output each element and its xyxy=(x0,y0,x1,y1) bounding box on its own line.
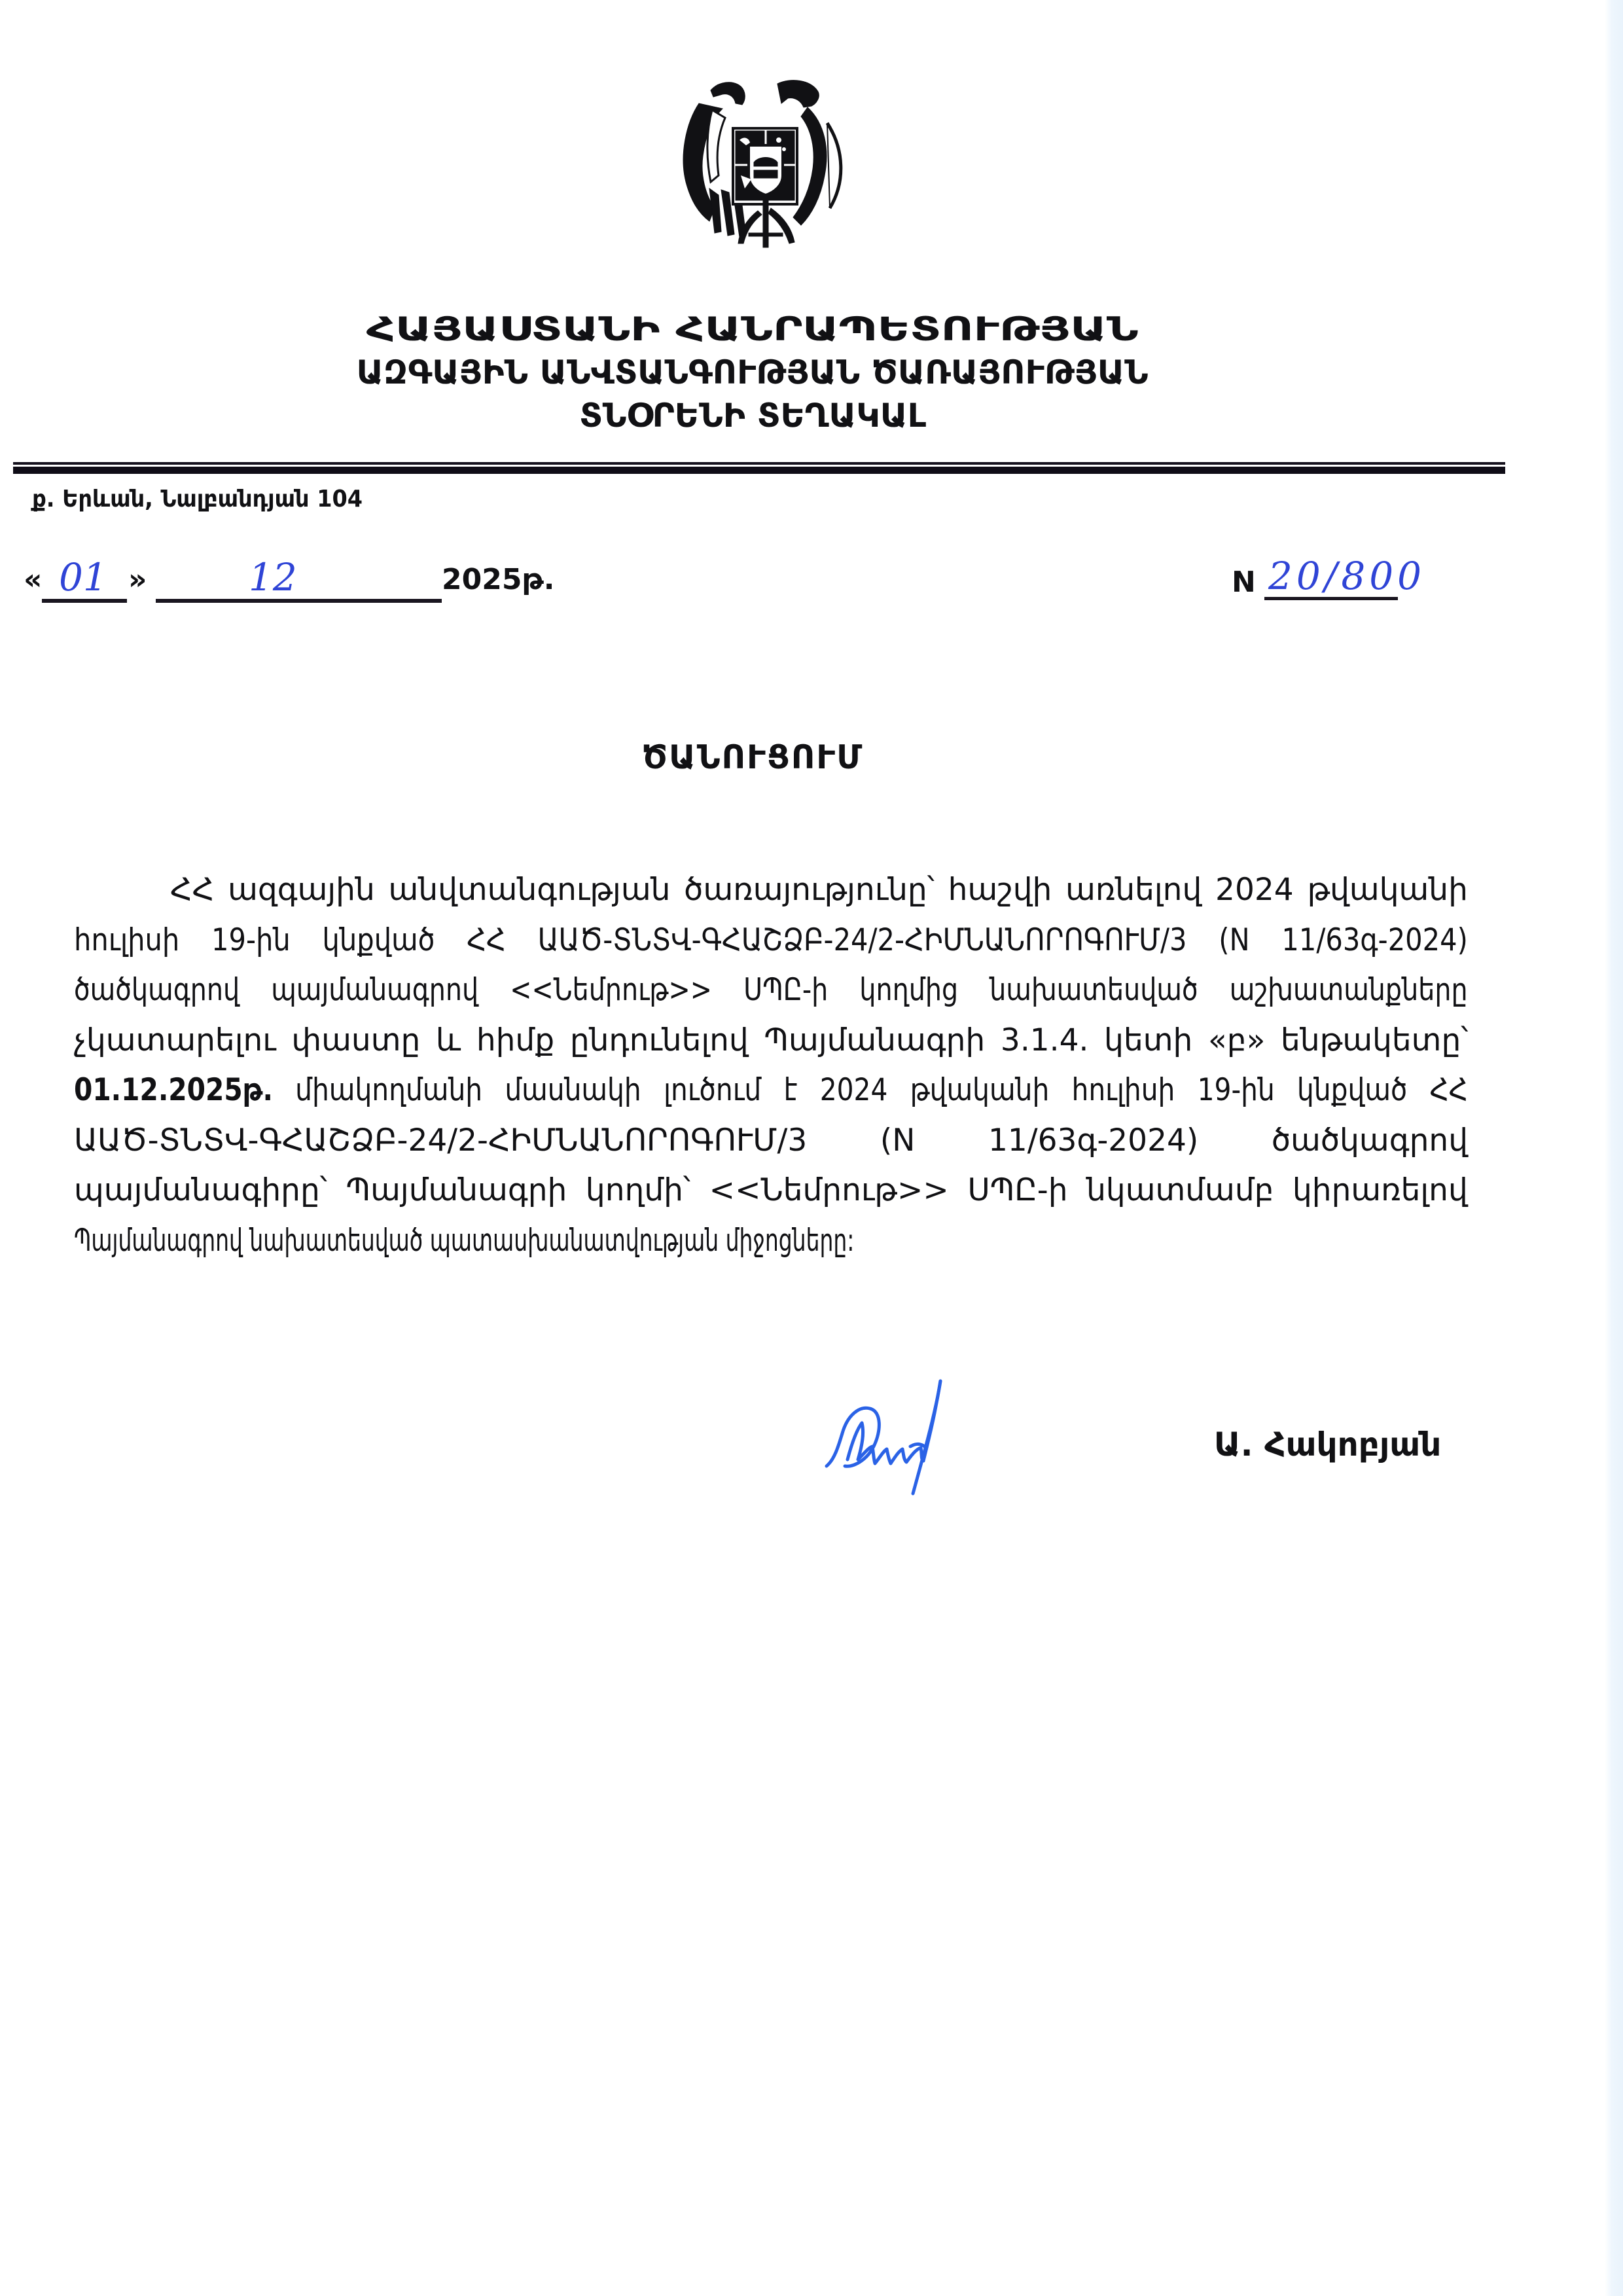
body-text: պայմանագիրը՝ Պայմանագրի կողմի՝ <<Նեմրութ>> ՍՊԸ-ի նկատմամբ կիրառելով xyxy=(74,1172,1468,1208)
address xyxy=(20,486,375,512)
header-line-position xyxy=(0,397,1505,435)
body-date-bold: 01.12.2025թ. xyxy=(74,1072,273,1108)
document-title xyxy=(0,738,1505,776)
document-number-label: N xyxy=(1232,565,1256,599)
date-close-quote: » xyxy=(128,563,147,596)
body-text: ՀՀ ազգային անվտանգության ծառայությունը՝ հաշվի առնելով 2024 թվականի xyxy=(170,872,1468,908)
body-line xyxy=(74,1118,1468,1164)
header-line-agency xyxy=(0,353,1505,391)
body-line xyxy=(74,967,1468,1013)
body-text: ԱԱԾ-ՏՆՏՎ-ԳՀԱՇՁԲ-24/2-ՀԻՄՆԱՆՈՐՈԳՈՒՄ/3 (N 11/63գ-2024) ծածկագրով xyxy=(74,1122,1468,1158)
address-text: ք. Երևան, Նալբանդյան 104 xyxy=(32,486,363,512)
body-line xyxy=(74,1168,1468,1213)
header-country-text: ՀԱՅԱՍՏԱՆԻ ՀԱՆՐԱՊԵՏՈՒԹՅԱՆ xyxy=(366,310,1139,348)
body-line xyxy=(74,918,1468,963)
date-open-quote: « xyxy=(24,563,43,596)
body-line xyxy=(170,867,1468,913)
date-month-handwritten: 12 xyxy=(249,555,297,600)
header-agency-text: ԱԶԳԱՅԻՆ ԱՆՎՏԱՆԳՈՒԹՅԱՆ ԾԱՌԱՅՈՒԹՅԱՆ xyxy=(356,353,1149,391)
body-text: միակողմանի մասնակի լուծում է 2024 թվականի հուլիսի 19-ին կնքված ՀՀ xyxy=(272,1072,1468,1108)
header-rule-thick xyxy=(13,467,1505,474)
date-year: 2025թ. xyxy=(442,563,555,596)
body-text: չկատարելու փաստը և հիմք ընդունելով Պայմանագրի 3.1.4. կետի «բ» ենթակետը՝ xyxy=(74,1022,1469,1058)
signatory-name xyxy=(1214,1426,1441,1463)
body-text: հուլիսի 19-ին կնքված ՀՀ ԱԱԾ-ՏՆՏՎ-ԳՀԱՇՁԲ-24/2-ՀԻՄՆԱՆՈՐՈԳՈՒՄ/3 (N 11/63գ-2024) xyxy=(74,922,1468,958)
body-text: Պայմանագրով նախատեսված պատասխանատվության միջոցները: xyxy=(74,1222,855,1259)
date-day-handwritten: 01 xyxy=(59,555,107,600)
header-position-text: ՏՆՕՐԵՆԻ ՏԵՂԱԿԱԼ xyxy=(579,397,927,435)
signatory-name-text: Ա. Հակոբյան xyxy=(1214,1426,1442,1463)
body-line xyxy=(74,1018,1468,1064)
header-rule-thin xyxy=(13,462,1505,465)
header-line-country xyxy=(0,310,1505,348)
handwritten-signature xyxy=(821,1368,946,1499)
body-text: ծածկագրով պայմանագրով <<Նեմրութ>> ՍՊԸ-ի կողմից նախատեսված աշխատանքները xyxy=(74,972,1468,1008)
scan-edge-strip xyxy=(1605,0,1623,2296)
document-number-handwritten: 20/800 xyxy=(1268,554,1426,598)
coat-of-arms-emblem xyxy=(673,77,860,255)
body-line xyxy=(74,1067,1468,1113)
body-line xyxy=(74,1218,854,1264)
date-month-underline xyxy=(156,599,442,603)
document-title-text: ԾԱՆՈՒՑՈՒՄ xyxy=(641,738,864,776)
